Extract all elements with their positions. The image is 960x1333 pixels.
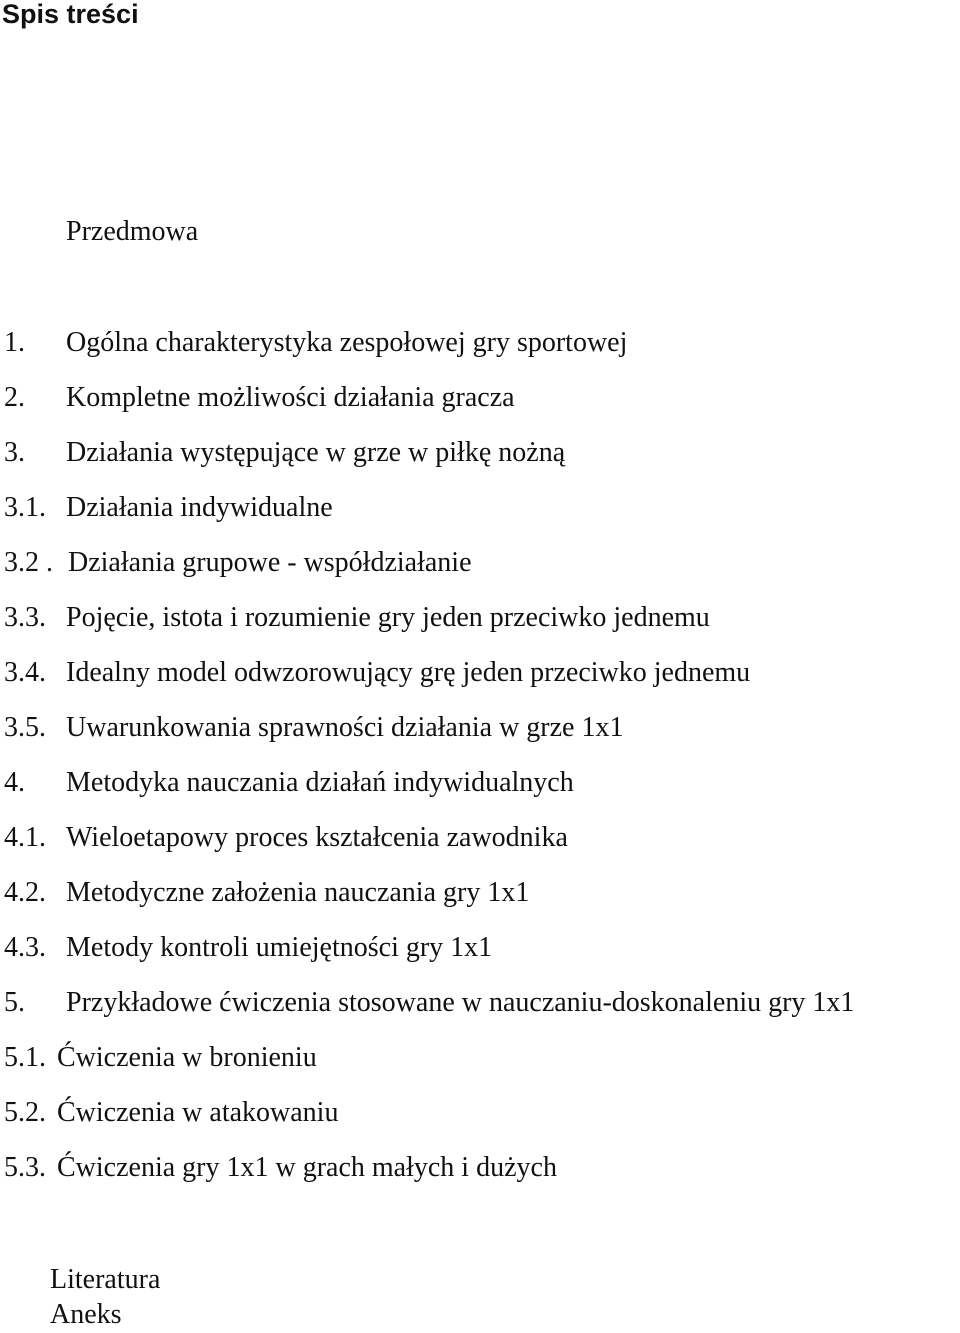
toc-entry-title: Przykładowe ćwiczenia stosowane w nauczaniu-doskonaleniu gry 1x1 bbox=[66, 987, 855, 1018]
toc-entry-number: 5.2. bbox=[4, 1097, 46, 1128]
toc-entry-title: Działania występujące w grze w piłkę nożną bbox=[66, 437, 566, 468]
toc-entry-title: Ćwiczenia w bronieniu bbox=[57, 1042, 317, 1073]
toc-entry-title: Metodyka nauczania działań indywidualnych bbox=[66, 767, 574, 798]
toc-entry-number: 3.5. bbox=[4, 712, 46, 743]
page-title: Spis treści bbox=[2, 0, 139, 29]
toc-entry-title: Metodyczne założenia nauczania gry 1x1 bbox=[66, 877, 530, 908]
toc-entry-title: Ogólna charakterystyka zespołowej gry sportowej bbox=[66, 327, 628, 358]
toc-entry-number: 4.1. bbox=[4, 822, 46, 853]
toc-entry-title: Pojęcie, istota i rozumienie gry jeden przeciwko jednemu bbox=[66, 602, 710, 633]
toc-entry-number: 2. bbox=[4, 382, 25, 413]
toc-entry-title: Kompletne możliwości działania gracza bbox=[66, 382, 515, 413]
toc-entry-number: 3.1. bbox=[4, 492, 46, 523]
toc-entry-number: 3.2 . bbox=[4, 547, 53, 578]
toc-entry-number: 4.3. bbox=[4, 932, 46, 963]
toc-preface[interactable]: Przedmowa bbox=[66, 216, 199, 247]
toc-literature[interactable]: Literatura bbox=[50, 1264, 161, 1295]
toc-entry-title: Uwarunkowania sprawności działania w grze 1x1 bbox=[66, 712, 624, 743]
toc-entry-number: 1. bbox=[4, 327, 25, 358]
toc-entry-number: 5.1. bbox=[4, 1042, 46, 1073]
toc-entry-number: 5. bbox=[4, 987, 25, 1018]
toc-entry-number: 3.4. bbox=[4, 657, 46, 688]
toc-entry-number: 5.3. bbox=[4, 1152, 46, 1183]
toc-entry-title: Ćwiczenia gry 1x1 w grach małych i dużych bbox=[57, 1152, 557, 1183]
toc-entry-title: Wieloetapowy proces kształcenia zawodnika bbox=[66, 822, 568, 853]
toc-entry-number: 3. bbox=[4, 437, 25, 468]
toc-entry-title: Metody kontroli umiejętności gry 1x1 bbox=[66, 932, 493, 963]
toc-entry-title: Działania indywidualne bbox=[66, 492, 333, 523]
toc-entry-title: Ćwiczenia w atakowaniu bbox=[57, 1097, 339, 1128]
toc-entry-title: Działania grupowe - współdziałanie bbox=[68, 547, 472, 578]
toc-entry-number: 4. bbox=[4, 767, 25, 798]
toc-entry-title: Idealny model odwzorowujący grę jeden przeciwko jednemu bbox=[66, 657, 751, 688]
toc-entry-number: 3.3. bbox=[4, 602, 46, 633]
toc-appendix[interactable]: Aneks bbox=[50, 1299, 122, 1330]
toc-entry-number: 4.2. bbox=[4, 877, 46, 908]
